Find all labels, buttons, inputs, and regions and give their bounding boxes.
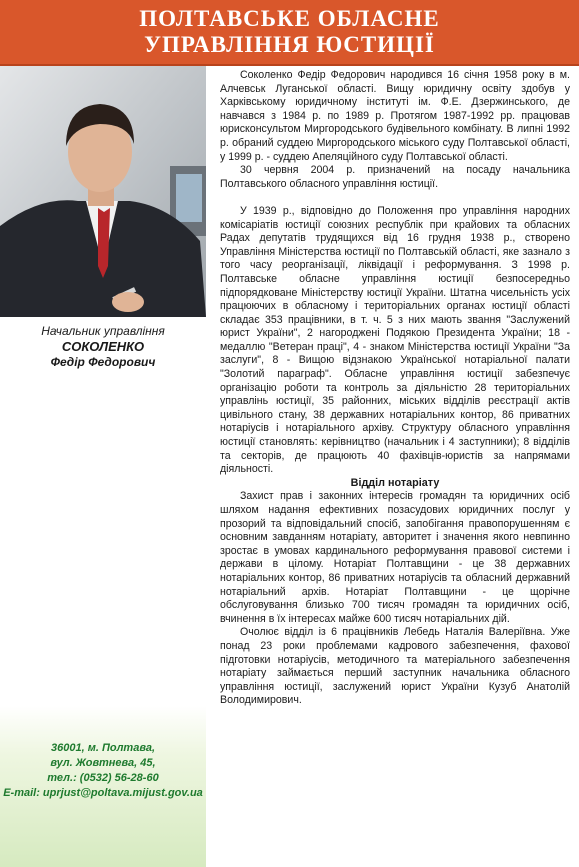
article-body [220, 69, 570, 708]
notary-paragraph: Захист прав і законних інтересів громадян та юридичних осіб шляхом надання ефективних позасудових юридичних послуг у прозорий та відповідальний спосіб, запобігання правопорушенням є основним завданням нотаріату, авторитет і значення якого невпинно зростає в умовах кардинального реформування правової системи і держави в цілому. Нотаріат Полтавщини - це 38 державних нотаріальних контор, 86 приватних нотаріусів та обласний державний нотаріальний архів. Нотаріат Полтавщини - це щорічне обслуговування близько 700 тисяч громадян та юридичних осіб, вчинення в їх інтересах майже 600 тисяч нотаріальних дій. [220, 490, 570, 625]
contact-address-street: вул. Жовтнева, 45, [50, 757, 156, 769]
notary-head-paragraph: Очолює відділ із 6 працівників Лебедь Наталія Валеріївна. Уже понад 23 роки проблемами кадрового забезпечення, фахової підготовки нотаріусів, методичного та матеріального забезпечення нотаріату займається перший заступник начальника обласного управління юстиції, заслужений юрист України Кузуб Анатолій Володимирович. [220, 626, 570, 707]
banner-title-line-1: ПОЛТАВСЬКЕ ОБЛАСНЕ [139, 6, 440, 31]
caption-role: Начальник управління [41, 324, 165, 338]
left-column [0, 66, 206, 867]
portrait-image [0, 66, 206, 317]
contact-email: E-mail: uprjust@poltava.mijust.gov.ua [3, 787, 203, 799]
portrait-caption [0, 324, 206, 370]
portrait-photo [0, 66, 206, 317]
banner-title-line-2: УПРАВЛІННЯ ЮСТИЦІЇ [144, 32, 435, 57]
contact-block [0, 741, 206, 801]
history-paragraph: У 1939 р., відповідно до Положення про управління народних комісаріатів юстиції союзних республік при крайових та обласних Радах депутатів трудящихся від 16 грудня 1938 р., створено Управління Міністерства юстиції по Полтавській області, яке зазнало з того часу реорганізації, ліквідації і реформування. З 1998 р. Полтавське обласне управління юстиції безпосередньо підпорядковане Міністерству юстиції України. Штатна чисельність усіх працюючих в обласному і територіальних органах юстиції області складає 353 працівники, в т. ч. 5 з них мають звання "Заслужений юрист України", 2 нагороджені Подякою Президента України; 18 - медаллю "Ветеран праці", 4 - знаком Міністерства юстиції України "За заслуги", 8 - Вищою відзнакою Української нотаріальної палати "Золотий параграф". Обласне управління юстиції забезпечує організацію роботи та контроль за діяльністю 28 територіальних управлінь юстиції, 35 районних, міських відділів реєстрації актів цивільного стану, 38 державних нотаріальних контор, 86 приватних нотаріусів і нотаріального архіву. Структуру обласного управління юстиції становлять: керівництво (начальник і 4 заступники); 8 відділів та секторів, де працюють 40 фахівців-юристів за напрямами діяльності. [220, 204, 570, 476]
caption-surname: СОКОЛЕНКО [61, 339, 145, 354]
section-heading-notary: Відділ нотаріату [350, 476, 440, 489]
caption-given-names: Федір Федорович [50, 355, 156, 369]
appointment-paragraph: 30 червня 2004 р. призначений на посаду начальника Полтавського обласного управління юстиції. [220, 164, 570, 190]
contact-address-city: 36001, м. Полтава, [51, 742, 155, 754]
bio-paragraph: Соколенко Федір Федорович народився 16 січня 1958 року в м. Алчевськ Луганської області. Вищу юридичну освіту здобув у Харківському юридичному інституті ім. Ф.Е. Дзержинського, де навчався з 1984 р. по 1989 р. Протягом 1987-1992 рр. працював юрисконсультом Миргородського будівельного комбінату. В липні 1992 р. обраний суддею Миргородського міського суду Полтавської області, у 1999 р. - суддею Апеляційного суду Полтавської області. [220, 69, 570, 163]
header-banner [0, 0, 579, 66]
contact-phone: тел.: (0532) 56-28-60 [47, 772, 159, 784]
